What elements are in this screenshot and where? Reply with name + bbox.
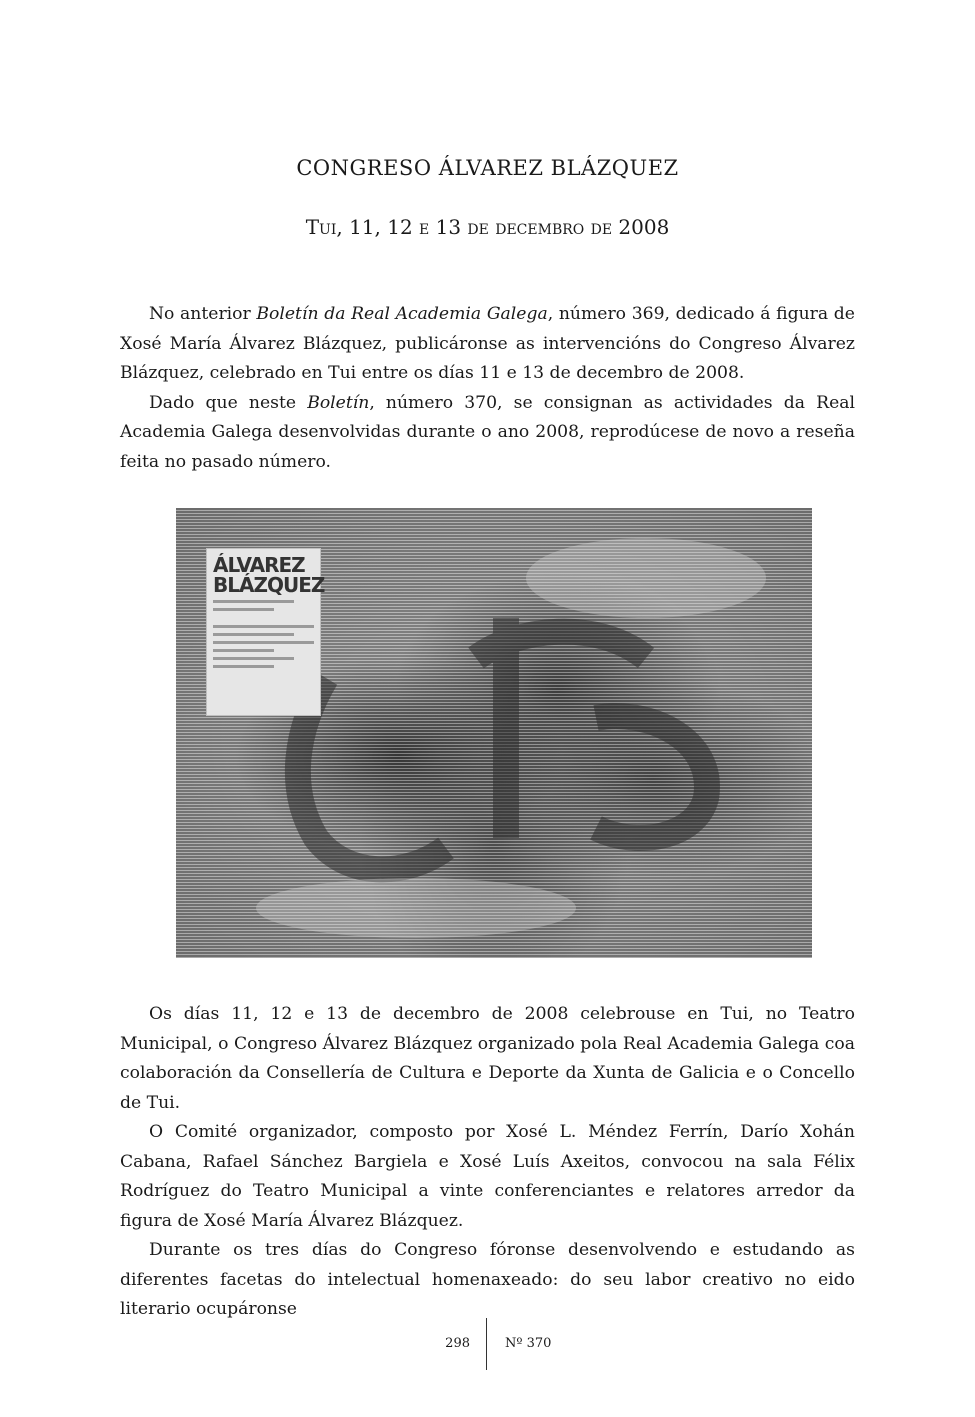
bulletin-title: Boletín da Real Academia Galega	[256, 304, 548, 324]
poster-text-line	[213, 649, 274, 652]
poster-text-line	[213, 665, 274, 668]
poster-text-line	[213, 657, 294, 660]
body-section	[120, 1000, 855, 1325]
poster-text-line	[213, 633, 294, 636]
paragraph-2-after: , número 370, se consignan as actividades da Real Academia Galega desenvolvidas durante o ano 2008, reprodúcese de novo a reseña feita no pasado número.	[120, 392, 855, 472]
paragraph-3: Os días 11, 12 e 13 de decembro de 2008 celebrouse en Tui, no Teatro Municipal, o Congreso Álvarez Blázquez organizado pola Real Academia Galega coa colaboración da Consellería de Cultura e Deporte da Xunta de Galicia e o Concello de Tui.	[120, 1004, 855, 1113]
footer-divider	[486, 1318, 487, 1370]
article-title: CONGRESO ÁLVAREZ BLÁZQUEZ	[296, 156, 679, 180]
paragraph-4: O Comité organizador, composto por Xosé L. Méndez Ferrín, Darío Xohán Cabana, Rafael Sánchez Bargiela e Xosé Luís Axeitos, convocou na sala Félix Rodríguez do Teatro Municipal a vinte conferenciantes e relatores arredor da figura de Xosé María Álvarez Blázquez.	[120, 1122, 855, 1231]
poster-name-line-2: BLÁZQUEZ	[213, 573, 325, 597]
congress-poster	[206, 548, 325, 716]
page-number: 298	[445, 1336, 470, 1351]
paragraph-1	[120, 300, 855, 389]
article-subtitle: Tui, 11, 12 e 13 de decembro de 2008	[305, 215, 670, 239]
poster-text-line	[213, 625, 314, 628]
poster-text-line	[213, 641, 314, 644]
paragraph-1-before: No anterior	[149, 304, 257, 324]
bulletin-word: Boletín	[307, 392, 370, 413]
paragraph-2-before: Dado que neste	[149, 392, 308, 413]
paragraph-5: Durante os tres días do Congreso fóronse desenvolvendo e estudando as diferentes facetas do intelectual homenaxeado: do seu labor creativo no eido literario ocupáronse	[120, 1240, 855, 1319]
page-footer	[0, 1318, 975, 1370]
congress-photo	[176, 508, 812, 958]
poster-text-line	[213, 600, 294, 603]
intro-section	[120, 300, 855, 477]
issue-number: Nº 370	[505, 1336, 552, 1351]
paragraph-2	[120, 389, 855, 478]
paragraph-1-after: , número 369, dedicado á figura de Xosé María Álvarez Blázquez, publicáronse as intervencións do Congreso Álvarez Blázquez, celebrado en Tui entre os días 11 e 13 de decembro de 2008.	[120, 304, 855, 383]
poster-name-line-1: ÁLVAREZ	[213, 553, 305, 577]
poster-text-line	[213, 608, 274, 611]
